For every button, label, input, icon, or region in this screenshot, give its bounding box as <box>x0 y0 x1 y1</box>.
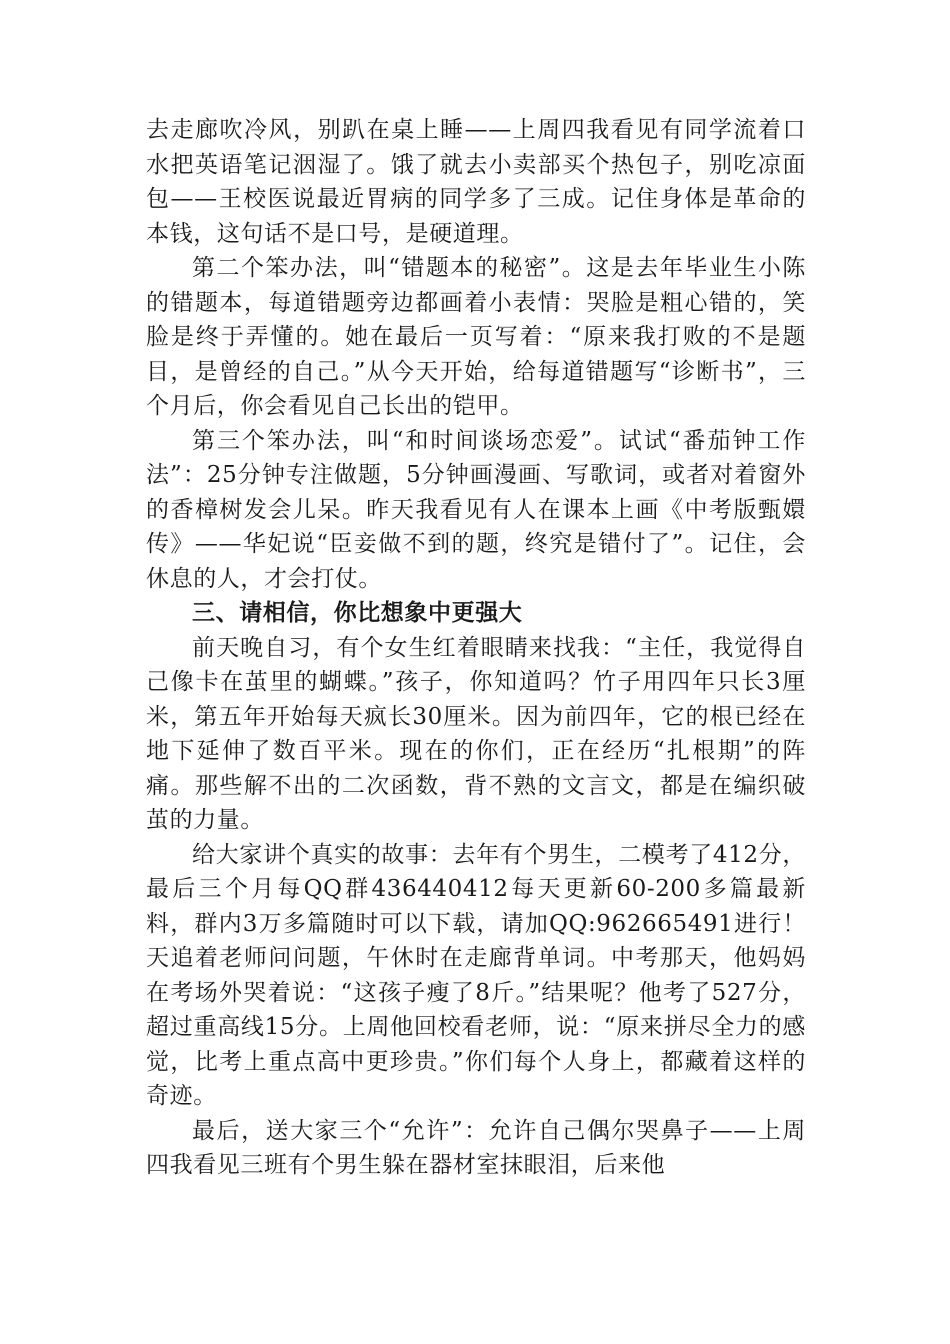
paragraph-butterfly-story: 前天晚自习，有个女生红着眼睛来找我：“主任，我觉得自己像卡在茧里的蝴蝶。”孩子，你知道吗？竹子用四年只长3厘米，第五年开始每天疯长30厘米。因为前四年，它的根已经在地下延伸了数百平米。现在的你们，正在经历“扎根期”的阵痛。那些解不出的二次函数，背不熟的文言文，都是在编织破茧的力量。 <box>146 634 806 833</box>
paragraph-three-allowances: 最后，送大家三个“允许”：允许自己偶尔哭鼻子——上周四我看见三班有个男生躲在器材室抹眼泪，后来他 <box>146 1117 806 1178</box>
section-heading: 三、请相信，你比想象中更强大 <box>192 600 523 626</box>
document-page <box>146 113 806 1183</box>
paragraph-third-method: 第三个笨办法，叫“和时间谈场恋爱”。试试“番茄钟工作法”：25分钟专注做题，5分钟画漫画、写歌词，或者对着窗外的香樟树发会儿呆。昨天我看见有人在课本上画《中考版甄嬛传》——华妃说“臣妾做不到的题，终究是错付了”。记住，会休息的人，才会打仗。 <box>146 427 806 592</box>
paragraph-true-story: 给大家讲个真实的故事：去年有个男生，二模考了412分，最后三个月每QQ群436440412每天更新60-200多篇最新料，群内3万多篇随时可以下载，请加QQ:962665491进行！天追着老师问问题，午休时在走廊背单词。中考那天，他妈妈在考场外哭着说：“这孩子瘦了8斤。”结果呢？他考了527分，超过重高线15分。上周他回校看老师，说：“原来拼尽全力的感觉，比考上重点高中更珍贵。”你们每个人身上，都藏着这样的奇迹。 <box>146 841 806 1109</box>
paragraph-health-advice: 去走廊吹冷风，别趴在桌上睡——上周四我看见有同学流着口水把英语笔记洇湿了。饿了就去小卖部买个热包子，别吃凉面包——王校医说最近胃病的同学多了三成。记住身体是革命的本钱，这句话不是口号，是硬道理。 <box>146 117 806 247</box>
paragraph-second-method: 第二个笨办法，叫“错题本的秘密”。这是去年毕业生小陈的错题本，每道错题旁边都画着小表情：哭脸是粗心错的，笑脸是终于弄懂的。她在最后一页写着：“原来我打败的不是题目，是曾经的自己。”从今天开始，给每道错题写“诊断书”，三个月后，你会看见自己长出的铠甲。 <box>146 255 806 419</box>
